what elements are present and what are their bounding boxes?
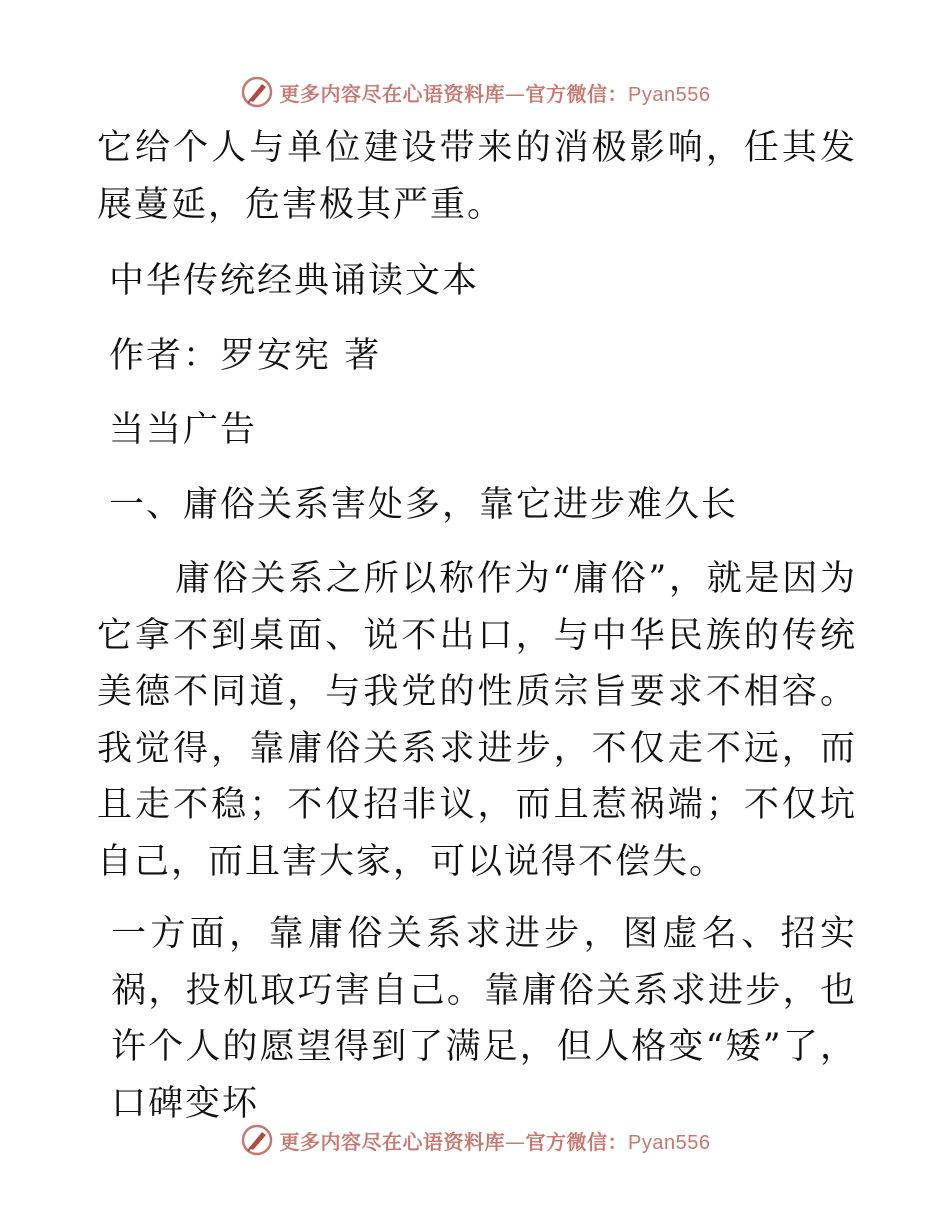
watermark-account-handle: Pyan556 [628,1131,711,1154]
watermark-title: 更多内容尽在心语资料库 [279,81,506,106]
watermark-dash: — [505,81,526,106]
section-heading: 一、庸俗关系害处多，靠它进步难久长 [109,484,739,525]
opening-paragraph: 它给个人与单位建设带来的消极影响，任其发展蔓延，危害极其严重。 [97,128,857,225]
quill-pen-logo-icon [240,1123,274,1157]
quill-pen-logo-icon [240,75,274,109]
watermark-title: 更多内容尽在心语资料库 [279,1129,506,1154]
document-body [97,120,857,1132]
header-watermark [0,72,950,112]
body-paragraph: 一方面，靠庸俗关系求进步，图虚名、招实祸，投机取巧害自己。靠庸俗关系求进步，也许个人的愿望得到了满足，但人格变“矮”了，口碑变坏 [111,914,857,1124]
ad-line: 当当广告 [109,410,258,450]
watermark-account-handle: Pyan556 [628,83,711,106]
watermark-account-label: 官方微信： [525,81,629,106]
book-title: 中华传统经典诵读文本 [109,261,480,301]
watermark-text [280,1126,711,1155]
watermark-account-label: 官方微信： [525,1129,629,1154]
footer-watermark [0,1120,950,1160]
watermark-text [280,78,711,107]
watermark-dash: — [505,1129,526,1154]
body-paragraph: 庸俗关系之所以称作为“庸俗”，就是因为它拿不到桌面、说不出口，与中华民族的传统美德不同道，与我党的性质宗旨要求不相容。我觉得，靠庸俗关系求进步，不仅走不远，而且走不稳；不仅招非议，而且惹祸端；不仅坑自己，而且害大家，可以说得不偿失。 [97,559,857,882]
author-line: 作者：罗安宪 著 [109,335,382,376]
